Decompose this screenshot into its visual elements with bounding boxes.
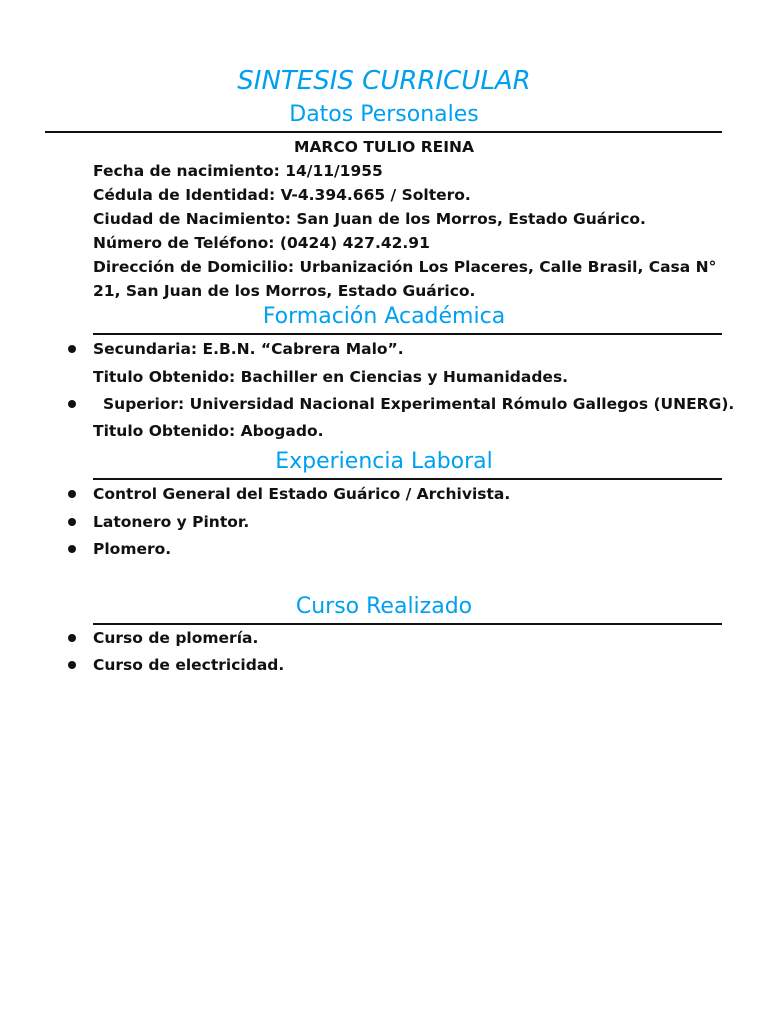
education-item-higher-degree: Titulo Obtenido: Abogado. — [93, 422, 324, 440]
person-name: MARCO TULIO REINA — [294, 138, 474, 156]
section-heading-experience: Experiencia Laboral — [275, 449, 493, 474]
section-heading-personal: Datos Personales — [289, 102, 479, 127]
bullet-icon — [68, 345, 76, 353]
section-heading-courses: Curso Realizado — [295, 594, 473, 619]
bullet-icon — [68, 518, 76, 526]
bullet-icon — [68, 400, 76, 408]
bullet-icon — [68, 545, 76, 553]
section-divider — [93, 623, 722, 625]
personal-line-id: Cédula de Identidad: V-4.394.665 / Soltero. — [93, 186, 471, 204]
bullet-icon — [68, 634, 76, 642]
course-item: Curso de plomería. — [93, 629, 259, 647]
education-item-higher: Superior: Universidad Nacional Experimental Rómulo Gallegos (UNERG). — [103, 395, 735, 413]
section-heading-education: Formación Académica — [262, 304, 506, 329]
bullet-icon — [68, 661, 76, 669]
personal-line-address-cont: 21, San Juan de los Morros, Estado Guárico. — [93, 282, 476, 300]
course-item: Curso de electricidad. — [93, 656, 285, 674]
personal-line-birthplace: Ciudad de Nacimiento: San Juan de los Morros, Estado Guárico. — [93, 210, 646, 228]
section-divider — [93, 333, 722, 335]
education-item-secondary: Secundaria: E.B.N. “Cabrera Malo”. — [93, 340, 404, 358]
experience-item: Control General del Estado Guárico / Archivista. — [93, 485, 511, 503]
personal-line-phone: Número de Teléfono: (0424) 427.42.91 — [93, 234, 430, 252]
experience-item: Latonero y Pintor. — [93, 513, 250, 531]
personal-line-birthdate: Fecha de nacimiento: 14/11/1955 — [93, 162, 383, 180]
personal-line-address: Dirección de Domicilio: Urbanización Los Placeres, Calle Brasil, Casa N° — [93, 258, 717, 276]
section-divider — [93, 478, 722, 480]
section-divider — [45, 131, 722, 133]
document-title: SINTESIS CURRICULAR — [237, 66, 531, 96]
experience-item: Plomero. — [93, 540, 172, 558]
bullet-icon — [68, 490, 76, 498]
education-item-secondary-degree: Titulo Obtenido: Bachiller en Ciencias y Humanidades. — [93, 368, 569, 386]
